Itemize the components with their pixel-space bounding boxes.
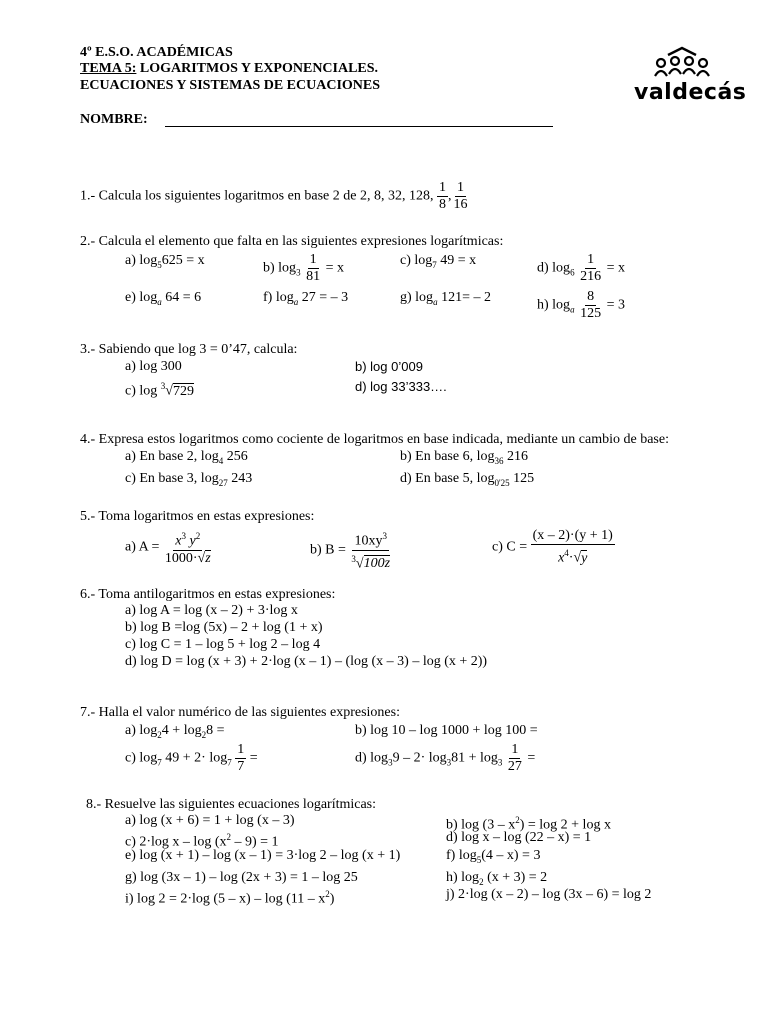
q3-item-d: d) log 33’333…. [355, 379, 447, 394]
question-2-text: 2.- Calcula el elemento que falta en las siguientes expresiones logarítmicas: [80, 234, 504, 249]
q7-item-a: a) $\log_24 + \log_28$ = [125, 723, 225, 740]
q4-item-c: c) En base 3, $\log_{27} 243$ [125, 471, 253, 488]
q4-item-b: b) En base 6, $\log_{36} 216$ [400, 449, 528, 466]
unit-title [80, 60, 378, 77]
q2-item-f: f) $\log_a 27$ = – 3 [263, 290, 349, 307]
name-label: NOMBRE: [80, 112, 148, 127]
unit-name: LOGARITMOS Y EXPONENCIALES. [136, 61, 379, 76]
q2-item-e: e) $\log_a 64 = 6$ [125, 290, 202, 307]
q6-item: d) log D = log (x + 3) + 2·log (x – 1) – (log (x – 3) – log (x + 2)) [125, 654, 488, 669]
question-8-text: 8.- Resuelve las siguientes ecuaciones logarítmicas: [86, 797, 377, 812]
q3-item-c: c) log $^3$√729 [125, 381, 194, 399]
people-logo-icon [632, 46, 732, 80]
q8-item-j: j) 2·log (x – 2) – log (3x – 6) = log 2 [446, 887, 652, 902]
question-6-text: 6.- Toma antilogaritmos en estas expresiones: [80, 587, 336, 602]
question-5-text: 5.- Toma logaritmos en estas expresiones: [80, 509, 315, 524]
q2-item-c: c) $\log_7 49 = x$ [400, 253, 477, 270]
question-1 [80, 180, 469, 213]
q2-item-b: b) $\log_3$ $\frac{1}{81}$ = x [263, 252, 344, 284]
q7-item-d: d) $\log_39 - 2\cdot \log_381 + \log_3$ $\frac{1}{27}$ = [355, 742, 536, 774]
q5-item-c: c) C = $\frac{(x - 2)\cdot(y + 1)}{x^4\cdot√y}$ [492, 528, 613, 566]
unit-label: TEMA 5: [80, 61, 137, 76]
q5-item-b: b) B = $\frac{10xy^3}{^3√100z}$ [310, 528, 392, 572]
question-7-text: 7.- Halla el valor numérico de las siguientes expresiones: [80, 705, 400, 720]
name-field[interactable] [165, 126, 553, 127]
q2-item-g: g) $\log_a 121= - 2$ [400, 290, 491, 307]
question-4-text: 4.- Expresa estos logaritmos como cociente de logaritmos en base indicada, mediante un cambio de base: [80, 432, 669, 447]
q8-item-i: i) log 2 = 2·log $(5 - x) - \log (11 - x^2)$ [125, 889, 335, 907]
logo-text: valdecás [634, 80, 747, 105]
q8-item-a: a) log (x + 6) = 1 + log (x – 3) [125, 813, 295, 828]
q8-item-g: g) log (3x – 1) – log (2x + 3) = 1 – log 25 [125, 870, 358, 885]
question-1-text: 1.- Calcula los siguientes logaritmos en base 2 de 2, 8, 32, 128, [80, 188, 434, 204]
q7-item-c: c) $\log_7 49 + 2\cdot \log_7$ $\frac{1}{7}$ = [125, 742, 258, 774]
q8-item-d: d) log x – log (22 – x) = 1 [446, 830, 592, 845]
q3-item-a: a) log 300 [125, 359, 182, 374]
q2-item-h: h) $\log_a$ $\frac{8}{125}$ = 3 [537, 289, 625, 321]
school-logo [632, 46, 747, 106]
q4-item-a: a) En base 2, $\log_4 256$ [125, 449, 248, 466]
q8-item-c: c) 2·log $x - \log (x^2 - 9) = 1$ [125, 832, 279, 850]
q8-item-e: e) log (x + 1) – log (x – 1) = 3·log 2 – log (x + 1) [125, 848, 401, 863]
unit-subtitle: ECUACIONES Y SISTEMAS DE ECUACIONES [80, 78, 381, 93]
q5-item-a: a) A = $\frac{x^3 y^2}{1000\cdot√z}$ [125, 528, 213, 567]
q2-item-a: a) $\log_5625 = x$ [125, 253, 205, 270]
q8-item-b: b) $\log (3 - x^2) = \log 2 + \log x$ [446, 815, 611, 833]
q6-item: a) log A = log (x – 2) + 3·log x [125, 603, 298, 618]
q2-item-d: d) $\log_6$ $\frac{1}{216}$ = x [537, 252, 625, 284]
course-label: 4º E.S.O. ACADÉMICAS [80, 45, 233, 60]
separator: , [447, 188, 452, 204]
q6-item: b) log B =log (5x) – 2 + log (1 + x) [125, 620, 323, 635]
fraction: $\frac{1}{16}$ [453, 180, 468, 212]
q3-item-b: b) log 0’009 [355, 359, 423, 374]
q8-item-f: f) $\log_5(4 - x) = 3$ [446, 848, 541, 865]
q6-item: c) log C = 1 – log 5 + log 2 – log 4 [125, 637, 321, 652]
fraction: $\frac{1}{8}$ [438, 180, 446, 212]
q7-item-b: b) log 10 – log 1000 + log 100 = [355, 723, 538, 738]
question-3-text: 3.- Sabiendo que log 3 = 0’47, calcula: [80, 342, 298, 357]
q8-item-h: h) $\log_2 (x + 3) = 2$ [446, 870, 548, 887]
q4-item-d: d) En base 5, $\log_{0'25} 125$ [400, 471, 535, 488]
